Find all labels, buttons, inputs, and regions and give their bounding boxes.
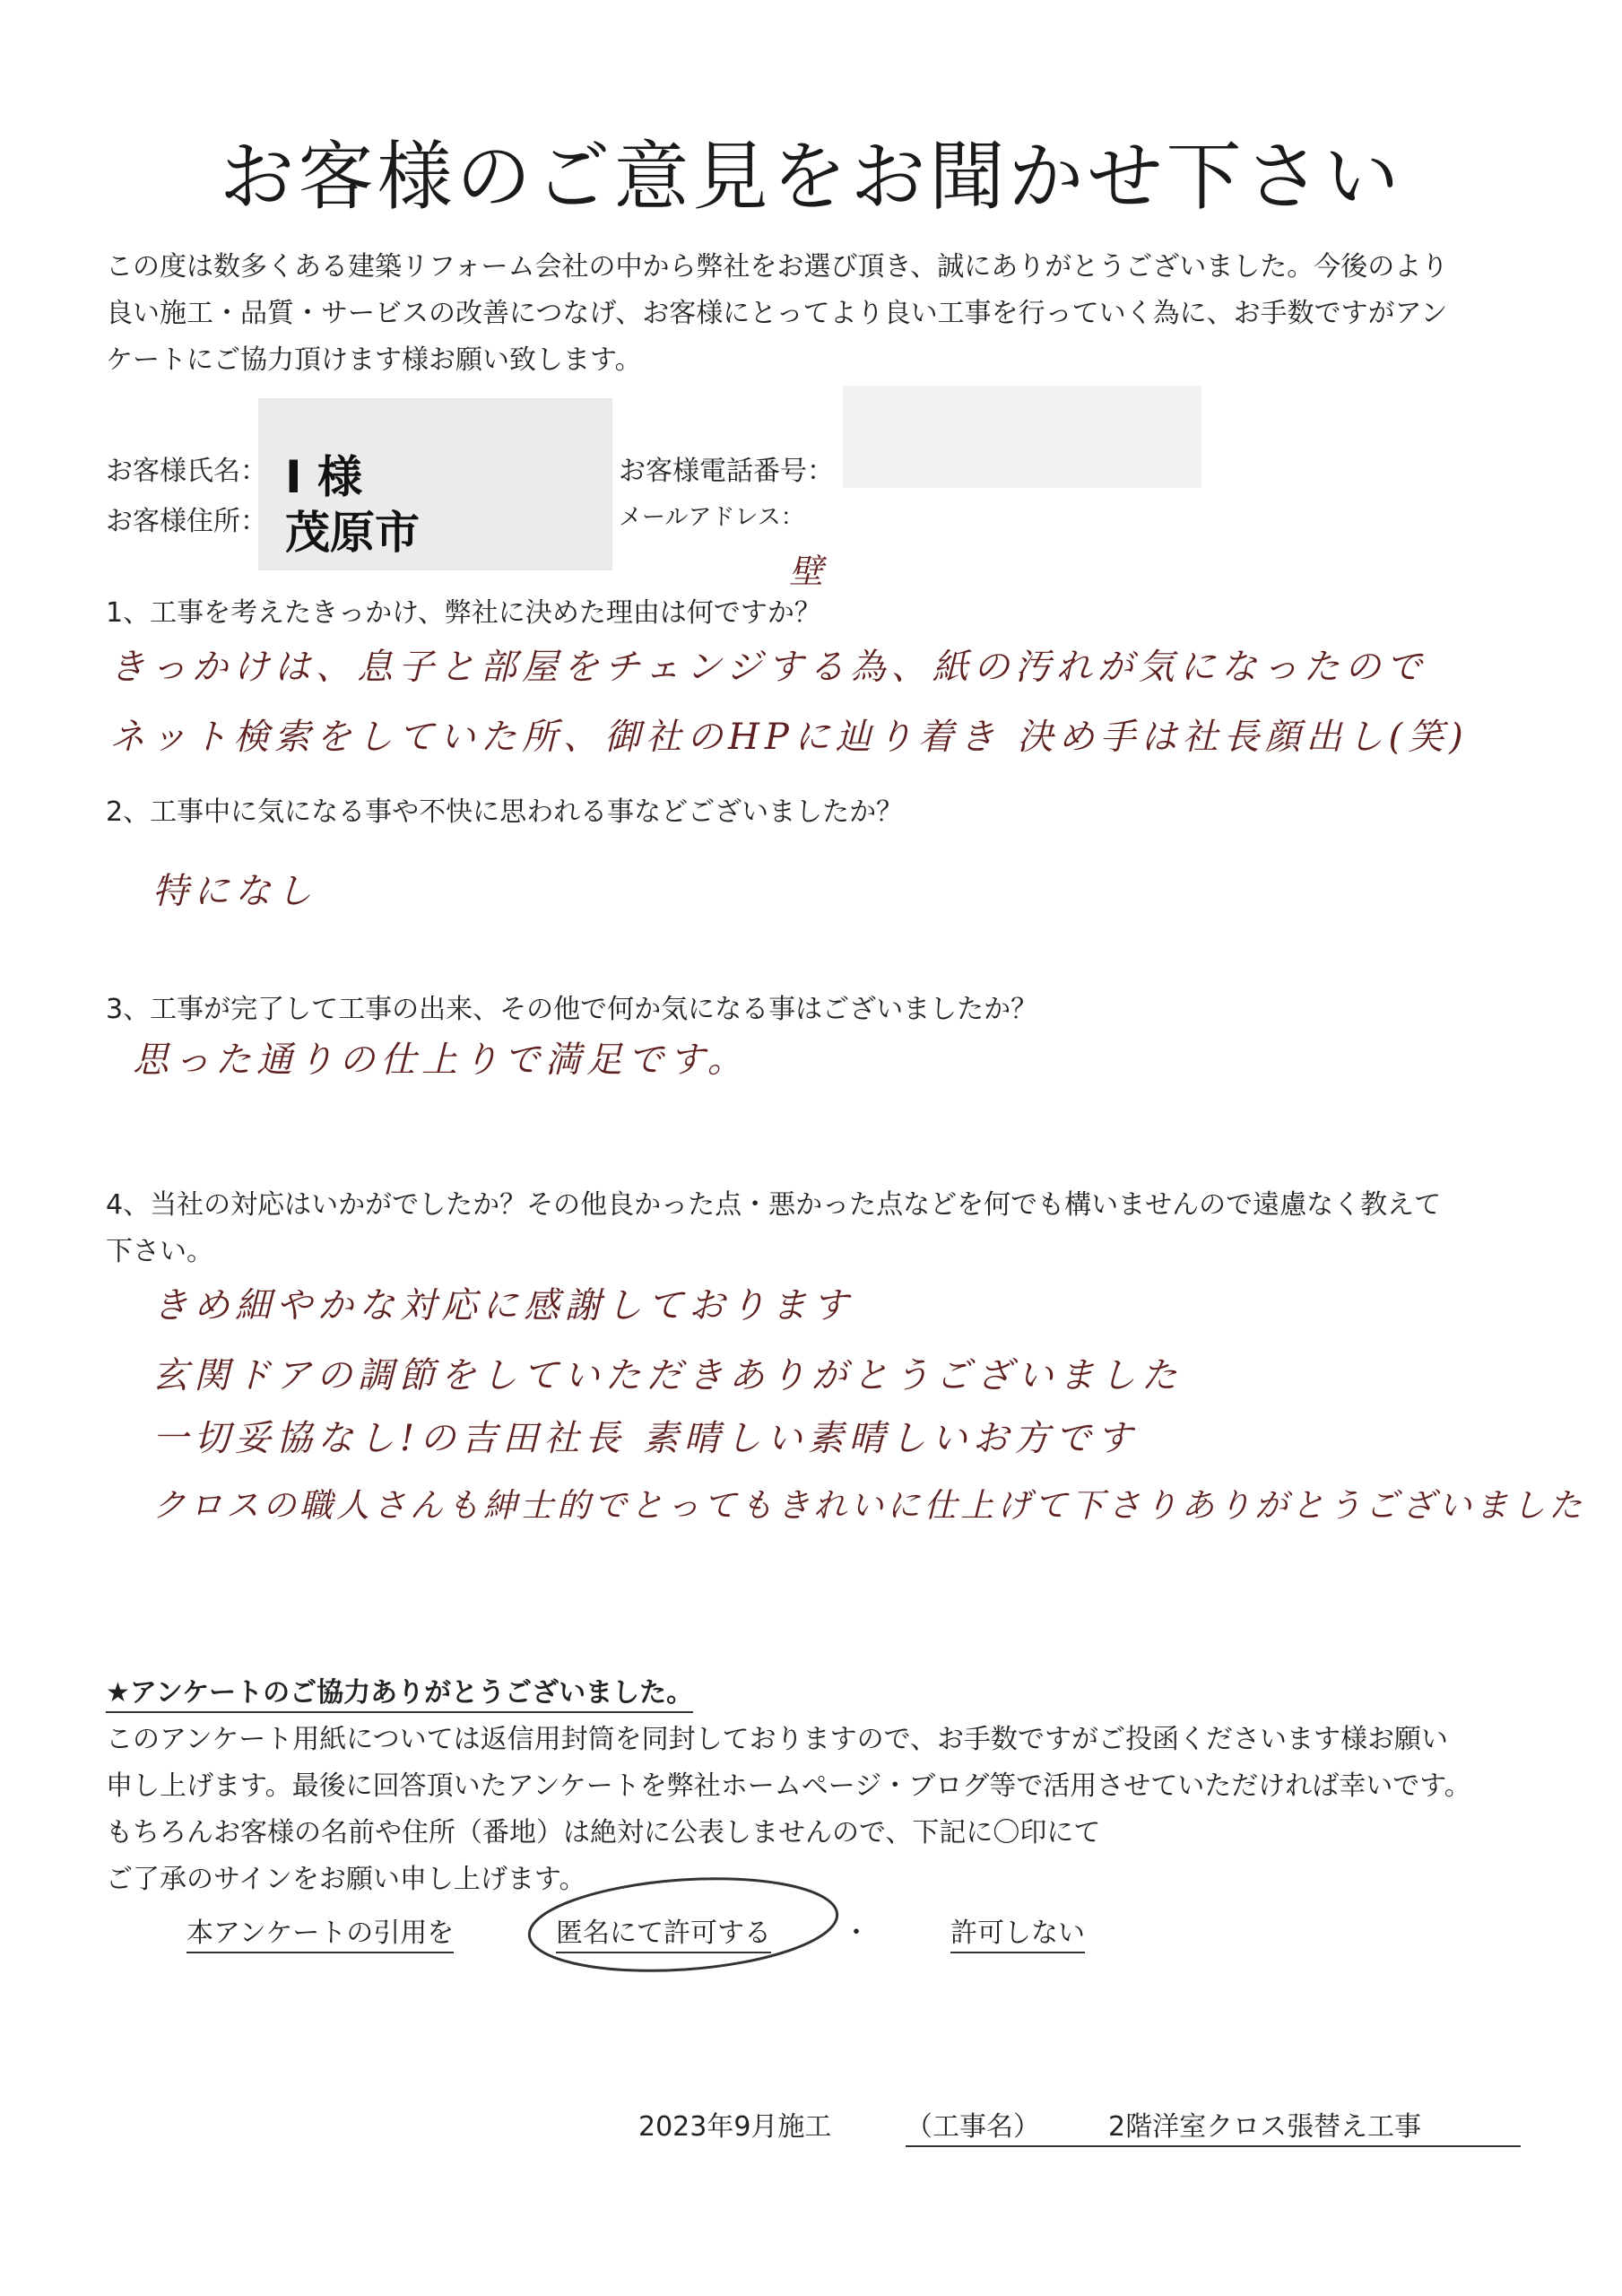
phone-redaction <box>843 386 1201 488</box>
question-4-continued: 下さい。 <box>106 1236 213 1267</box>
option-no-permit[interactable]: 許可しない <box>950 1910 1085 1953</box>
footer-underline <box>906 2145 1521 2147</box>
answer-1-line-1: きっかけは、息子と部屋をチェンジする為、紙の汚れが気になったので <box>109 647 1427 688</box>
closing-line: このアンケート用紙については返信用封筒を同封しておりますので、お手数ですがご投函くださいます様お願い <box>106 1724 1448 1755</box>
answer-4-line-2: 玄関ドアの調節をしていただきありがとうございました <box>152 1355 1183 1396</box>
question-4: 4、当社の対応はいかがでしたか？その他良かった点・悪かった点などを何でも構いませんので遠慮なく教えて <box>106 1189 1442 1221</box>
closing-paragraph <box>106 1717 1471 1903</box>
handwritten-annotation: 壁 <box>789 552 829 591</box>
consent-label: 本アンケートの引用を <box>186 1910 454 1953</box>
intro-line: この度は数多くある建築リフォーム会社の中から弊社をお選び頂き、誠にありがとうございました。今後のより <box>106 251 1449 283</box>
project-name: 2階洋室クロス張替え工事 <box>1108 2111 1422 2143</box>
answer-4-line-3: 一切妥協なし!の吉田社長 素晴しい素晴しいお方です <box>152 1418 1138 1459</box>
construction-date: 2023年9月施工 <box>638 2111 832 2143</box>
project-label: （工事名） <box>906 2111 1040 2143</box>
answer-2-line-1: 特になし <box>152 871 317 912</box>
email-label: メールアドレス： <box>619 504 804 531</box>
name-value: I 様 <box>285 451 363 503</box>
closing-line: もちろんお客様の名前や住所（番地）は絶対に公表しませんので、下記に〇印にて <box>106 1817 1101 1848</box>
closing-heading: ★アンケートのご協力ありがとうございました。 <box>106 1670 693 1713</box>
address-label: お客様住所： <box>106 506 267 537</box>
option-anonymous-permit[interactable]: 匿名にて許可する <box>556 1910 771 1953</box>
answer-1-line-2: ネット検索をしていた所、御社のHPに辿り着き 決め手は社長顔出し(笑) <box>109 717 1469 758</box>
address-value: 茂原市 <box>285 507 420 559</box>
question-3: 3、工事が完了して工事の出来、その他で何か気になる事はございましたか？ <box>106 994 1038 1025</box>
question-2: 2、工事中に気になる事や不快に思われる事などございましたか？ <box>106 796 904 828</box>
question-1: 1、工事を考えたきっかけ、弊社に決めた理由は何ですか？ <box>106 597 821 629</box>
answer-4-line-4: クロスの職人さんも紳士的でとってもきれいに仕上げて下さりありがとうございました <box>152 1486 1586 1525</box>
closing-line: ご了承のサインをお願い申し上げます。 <box>106 1864 586 1895</box>
answer-4-line-1: きめ細やかな対応に感謝しております <box>152 1285 854 1326</box>
page-title: お客様のご意見をお聞かせ下さい <box>219 133 1403 221</box>
phone-label: お客様電話番号： <box>619 456 834 487</box>
closing-line: 申し上げます。最後に回答頂いたアンケートを弊社ホームページ・ブログ等で活用させていただければ幸いです。 <box>106 1770 1471 1802</box>
answer-3-line-1: 思った通りの仕上りで満足です。 <box>133 1039 749 1081</box>
intro-line: 良い施工・品質・サービスの改善につなげ、お客様にとってより良い工事を行っていく為に、お手数ですがアン <box>106 298 1448 329</box>
intro-line: ケートにご協力頂けます様お願い致します。 <box>106 344 642 376</box>
intro-paragraph <box>106 244 1448 384</box>
consent-separator: ・ <box>843 1918 870 1949</box>
name-label: お客様氏名： <box>106 456 267 487</box>
